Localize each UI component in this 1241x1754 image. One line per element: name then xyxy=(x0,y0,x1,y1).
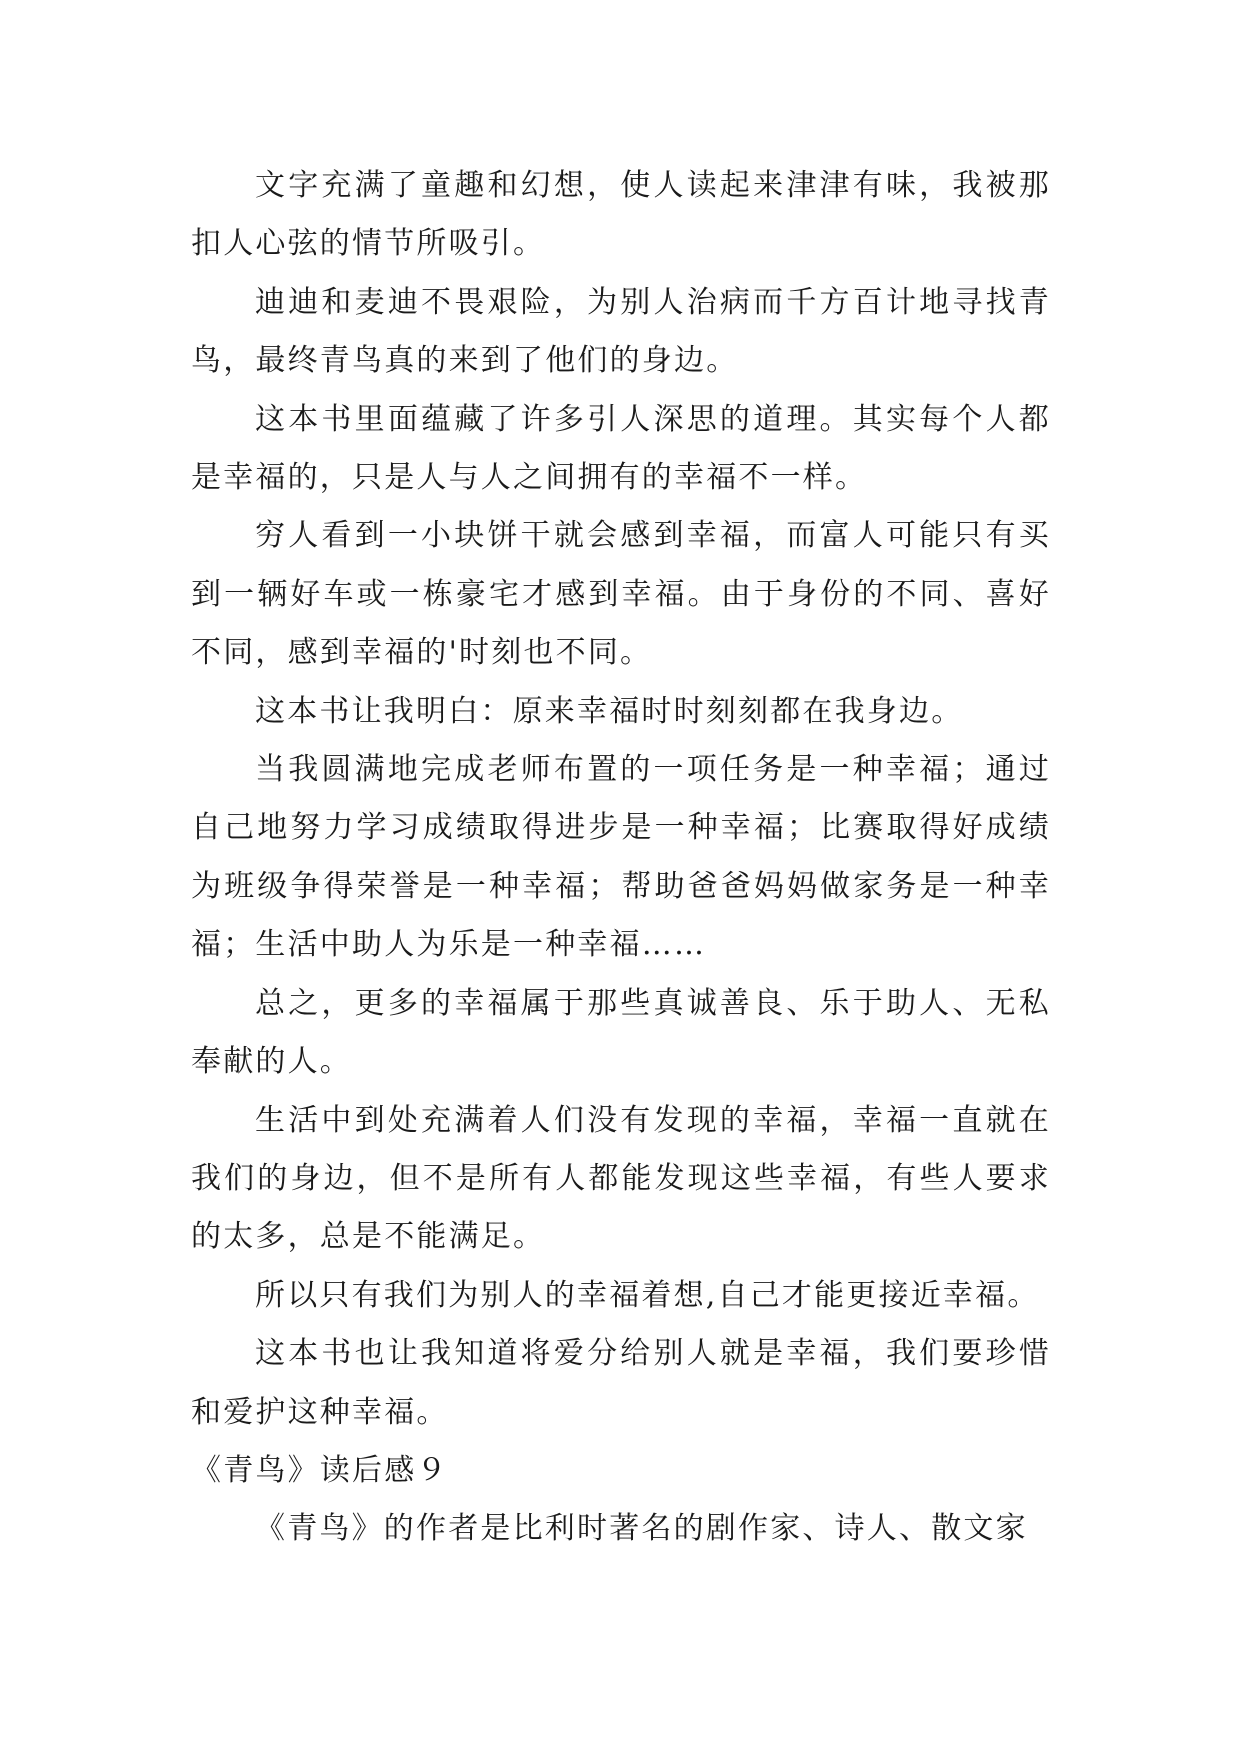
paragraph: 穷人看到一小块饼干就会感到幸福，而富人可能只有买到一辆好车或一栋豪宅才感到幸福。由于身份的不同、喜好不同，感到幸福的'时刻也不同。 xyxy=(191,518,1051,671)
paragraph: 所以只有我们为别人的幸福着想,自己才能更接近幸福。 xyxy=(255,1277,1040,1313)
paragraph: 这本书也让我知道将爱分给别人就是幸福，我们要珍惜和爱护这种幸福。 xyxy=(191,1336,1051,1430)
section-heading: 《青鸟》读后感９ xyxy=(191,1452,449,1488)
document-body xyxy=(191,157,1051,1559)
paragraph: 迪迪和麦迪不畏艰险，为别人治病而千方百计地寻找青鸟，最终青鸟真的来到了他们的身边。 xyxy=(191,284,1051,379)
paragraph: 这本书里面蕴藏了许多引人深思的道理。其实每个人都是幸福的，只是人与人之间拥有的幸福不一样。 xyxy=(191,401,1051,496)
paragraph: 当我圆满地完成老师布置的一项任务是一种幸福；通过自己地努力学习成绩取得进步是一种幸福；比赛取得好成绩为班级争得荣誉是一种幸福；帮助爸爸妈妈做家务是一种幸福；生活中助人为乐是一种幸福…… xyxy=(191,752,1051,963)
paragraph: 总之，更多的幸福属于那些真诚善良、乐于助人、无私奉献的人。 xyxy=(191,985,1051,1080)
paragraph: 文字充满了童趣和幻想，使人读起来津津有味，我被那扣人心弦的情节所吸引。 xyxy=(191,168,1051,262)
paragraph: 生活中到处充满着人们没有发现的幸福，幸福一直就在我们的身边，但不是所有人都能发现这些幸福，有些人要求的太多，总是不能满足。 xyxy=(191,1102,1051,1255)
paragraph: 这本书让我明白：原来幸福时时刻刻都在我身边。 xyxy=(255,693,964,729)
paragraph: 《青鸟》的作者是比利时著名的剧作家、诗人、散文家 xyxy=(255,1511,1028,1547)
